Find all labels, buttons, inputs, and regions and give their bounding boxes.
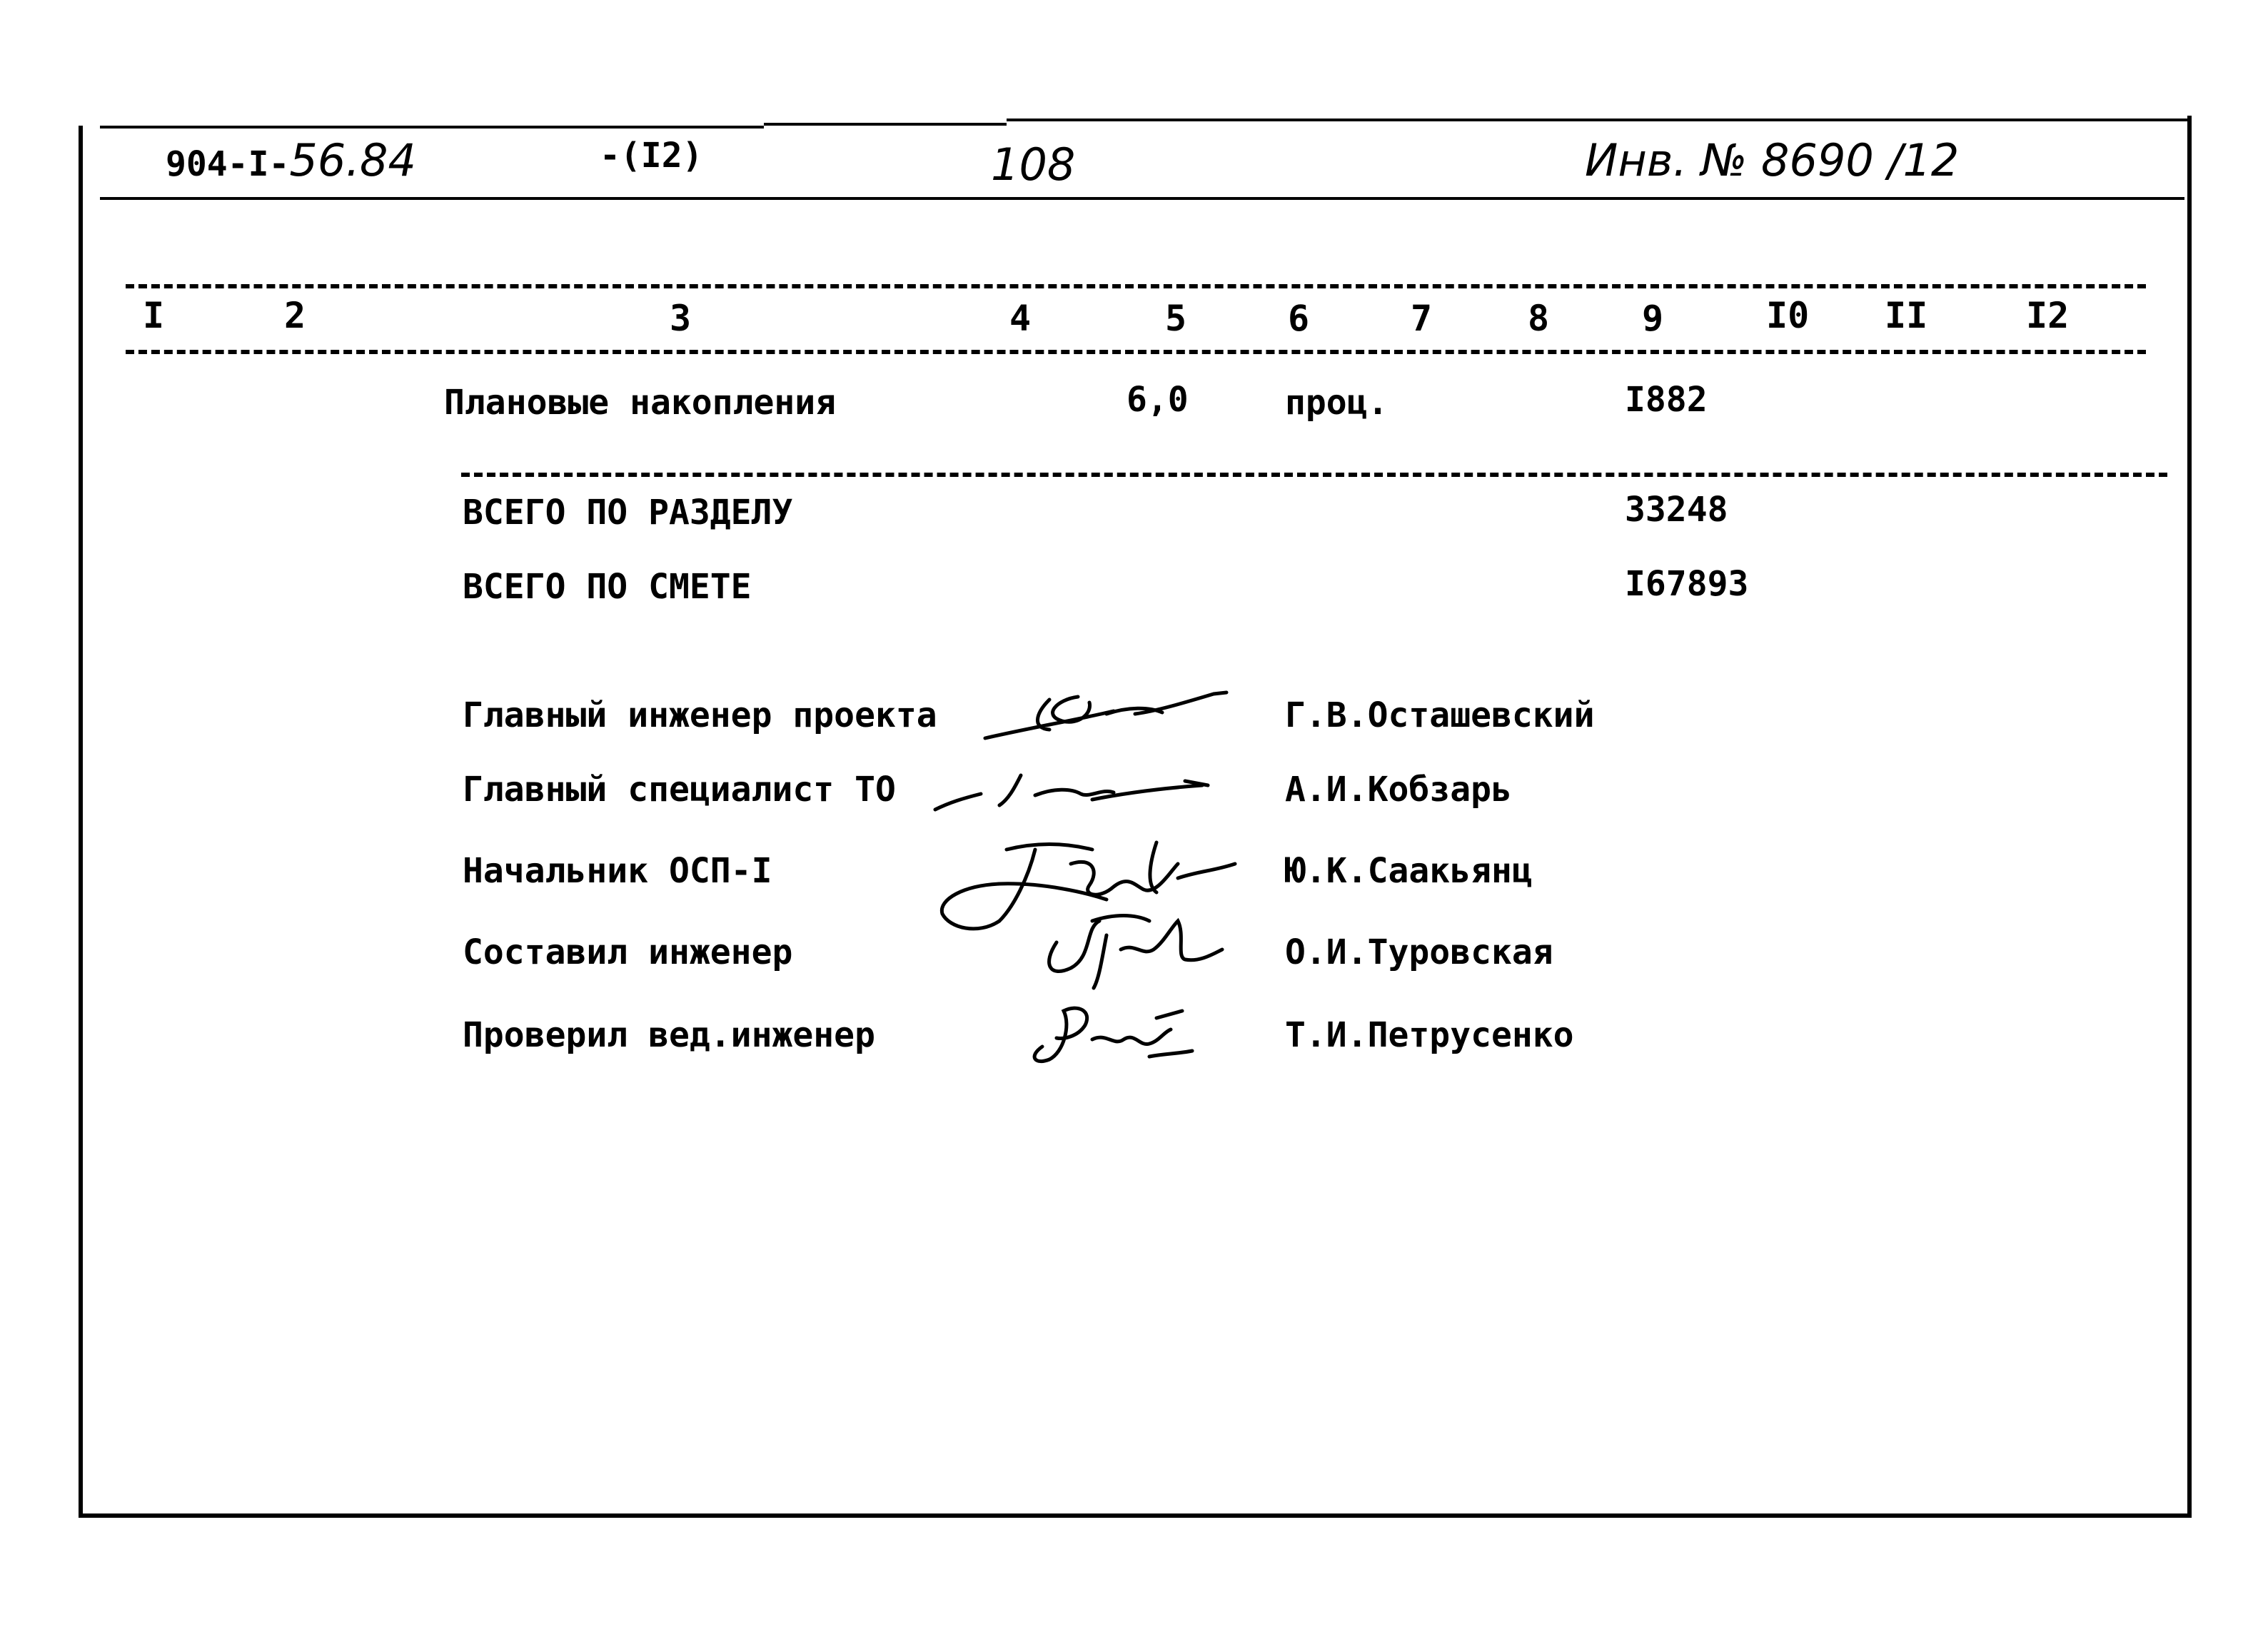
row-value: 6,0	[1127, 380, 1189, 420]
signature-role: Проверил вед.инженер	[463, 1015, 875, 1055]
column-number-6: 6	[1288, 298, 1310, 339]
column-number-3: 3	[670, 298, 692, 339]
column-number-10: I0	[1766, 295, 1810, 336]
column-number-1: I	[143, 295, 165, 336]
column-number-2: 2	[284, 295, 306, 336]
header-top-line-left	[100, 126, 764, 129]
column-header-bottom-dash	[126, 350, 2146, 354]
signature-scribble-checker	[1014, 997, 1199, 1068]
signature-name: Ю.К.Саакьянц	[1285, 851, 1533, 891]
column-number-8: 8	[1528, 298, 1550, 339]
signature-scribble-chief-specialist	[928, 757, 1228, 821]
totals-separator-dash	[461, 473, 2167, 477]
signature-role: Главный инженер проекта	[463, 695, 937, 735]
header-bottom-line	[100, 197, 2184, 200]
inventory-number: Инв. № 8690 /12	[1585, 134, 1960, 186]
column-number-4: 4	[1009, 298, 1032, 339]
row-name: Плановые накопления	[444, 383, 837, 423]
row-unit: проц.	[1285, 383, 1388, 423]
total-section-sum: 33248	[1625, 490, 1728, 530]
signature-name: Т.И.Петрусенко	[1285, 1015, 1574, 1055]
signature-scribble-compiler	[1028, 900, 1228, 992]
total-estimate-label: ВСЕГО ПО СМЕТЕ	[463, 567, 752, 607]
signature-role: Составил инженер	[463, 932, 793, 972]
signature-role: Начальник ОСП-I	[463, 851, 772, 891]
column-number-11: II	[1885, 295, 1928, 336]
column-number-7: 7	[1411, 298, 1433, 339]
document-part: -(I2)	[600, 136, 703, 176]
column-number-12: I2	[2026, 295, 2070, 336]
signature-name: А.И.Кобзарь	[1285, 770, 1512, 810]
signature-role: Главный специалист ТО	[463, 770, 896, 810]
frame-left-border	[79, 126, 83, 1518]
signature-scribble-chief-engineer	[971, 678, 1242, 742]
column-number-9: 9	[1642, 298, 1664, 339]
column-number-5: 5	[1165, 298, 1187, 339]
header-top-line-right	[1007, 119, 2192, 121]
document-code	[166, 136, 416, 186]
total-estimate-sum: I67893	[1625, 564, 1749, 604]
frame-right-border	[2187, 116, 2192, 1518]
document-code-handwritten: 56.84	[289, 134, 416, 186]
signature-name: Г.В.Осташевский	[1285, 695, 1595, 735]
signature-name: О.И.Туровская	[1285, 932, 1553, 972]
header-top-line-mid	[764, 123, 1007, 126]
column-header-top-dash	[126, 284, 2146, 288]
frame-bottom-border	[79, 1513, 2192, 1518]
document-code-prefix: 904-I-	[166, 144, 290, 184]
page-number: 108	[991, 138, 1076, 191]
total-section-label: ВСЕГО ПО РАЗДЕЛУ	[463, 493, 793, 533]
row-sum: I882	[1625, 380, 1708, 420]
